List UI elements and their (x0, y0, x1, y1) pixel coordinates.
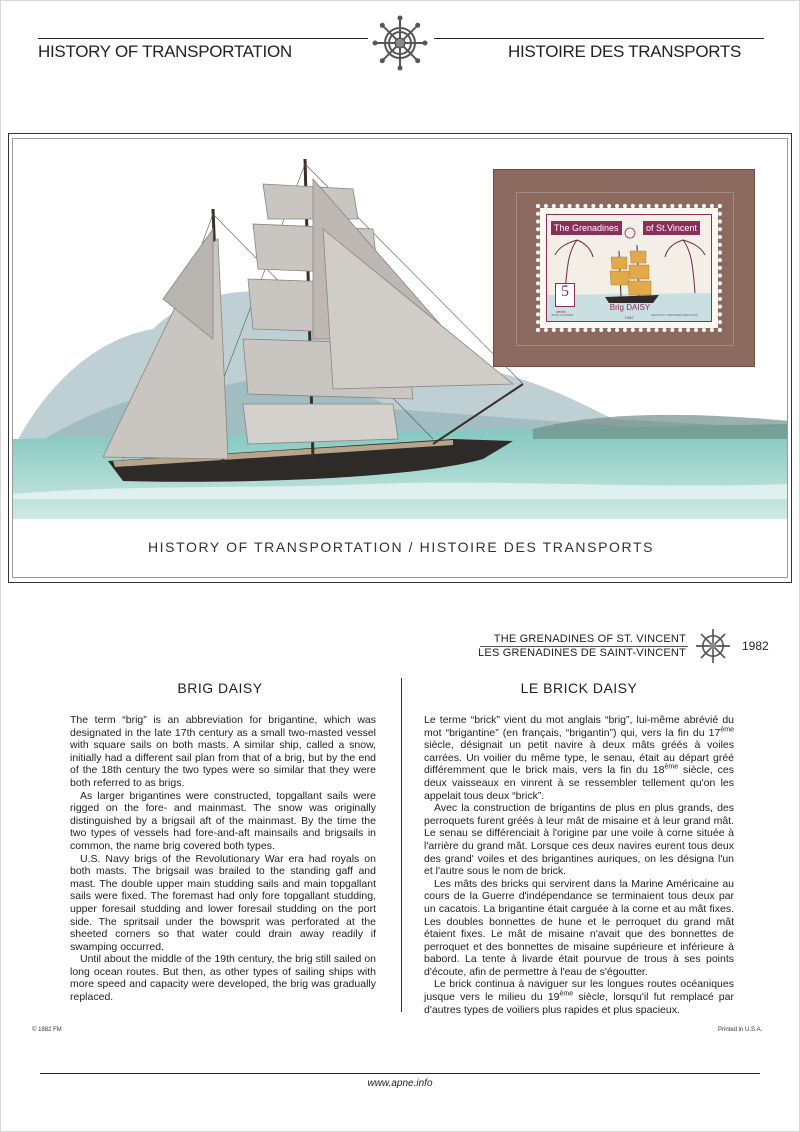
ships-wheel-icon (372, 15, 428, 71)
website-link[interactable]: www.apne.info (367, 1078, 433, 1089)
english-paragraph: U.S. Navy brigs of the Revolutionary War era had royals on both masts. The brigsail was brailed to the standing gaff and mast. The double upper main studding sails and main topgallant sails were fixed. The foremast had only fore topgallant studding, upper foresail studding and lower foresail studding on the port side. The spritsail under the bowsprit was perforated at the sheeted corners so that water could drain away readily if swamping occurred. (70, 852, 376, 953)
french-text (424, 714, 734, 1016)
column-divider (401, 678, 402, 1012)
english-paragraph: Until about the middle of the 19th century, the brig still sailed on long ocean routes. But then, as other types of sailing ships with more speed and capacity were developed, the brig was gradually replaced. (70, 953, 376, 1004)
copyright: © 1982 FM (32, 1027, 62, 1033)
stamp-year: 1982 (624, 315, 634, 320)
header-rule-right (434, 38, 764, 39)
issuer-block (460, 632, 686, 660)
header-title-french: HISTOIRE DES TRANSPORTS (508, 42, 742, 61)
french-title: LE BRICK DAISY (520, 680, 638, 696)
issuer-french: LES GRENADINES DE SAINT-VINCENT (478, 647, 686, 659)
english-text (70, 714, 376, 1004)
stamp-printer-credit: SECURITY PRINTERS MALAYSIA (651, 313, 698, 317)
issue-year: 1982 (742, 639, 769, 653)
illustration-panel (12, 138, 788, 578)
stamp-mount (493, 169, 755, 367)
english-paragraph: As larger brigantines were constructed, topgallant sails were rigged on the fore- and mainmast. The snow was originally distinguished by a brigsail aft of the mainmast. By the time the two types of vessels had fore-and-aft mainsails and brigsails in common, the name brig covered both types. (70, 789, 376, 852)
french-paragraph: Avec la construction de brigantins de plus en plus grands, des perroquets furent gréés à leur mât de misaine et à leur grand mât. Le senau se différenciait à l'origine par une voile à corne située à l'arrière du grand mât. Lorsque ces deux navires eurent tous deux des grand' voiles et des brigantines auriques, on les désigna l'un et l'autre sous le nom de brick. (424, 802, 734, 878)
stamp-country-right: of St.Vincent (643, 221, 700, 235)
french-paragraph: Le terme “brick” vient du mot anglais “brig”, lui-même abrévié du mot “brigantine” (en français, “brigantin”) qui, vers la fin du 17ème siècle, désignait un petit navire à deux mâts gréés à voiles carrées. Un voilier du même type, le senau, était au départ gréé différemment que le brick mais, vers la fin du 18ème siècle, ces deux vaisseaux en vinrent à se ressembler tellement qu'on les appelait tous deux “brick”. (424, 714, 735, 802)
stamp-value: 5 (555, 283, 575, 307)
stamp-designer-credit: JOHN COOPER (551, 313, 574, 317)
stamp-value-unit: cents (556, 309, 566, 314)
french-paragraph: Le brick continua à naviguer sur les longues routes océaniques jusque vers le milieu du 19ème siècle, lorsqu'il fut remplacé par d'autres types de voiliers plus rapides et plus spacieux. (424, 978, 734, 1016)
footer-rule (40, 1073, 760, 1074)
panel-caption: HISTORY OF TRANSPORTATION / HISTOIRE DES TRANSPORTS (147, 539, 655, 555)
stamp-ship-name: Brig DAISY (609, 303, 651, 312)
header-title-english: HISTORY OF TRANSPORTATION (38, 42, 292, 61)
header-rule-left (38, 38, 368, 39)
stamp-design (546, 214, 712, 322)
issuer-english: THE GRENADINES OF ST. VINCENT (493, 633, 686, 645)
english-title: BRIG DAISY (177, 680, 263, 696)
stamp-country-left: The Grenadines (551, 221, 622, 235)
french-paragraph: Les mâts des bricks qui servirent dans la Marine Américaine au cours de la Guerre d'indépendance se terminaient tous deux par un cacatois. La brigantine était carguée à la corne et au mât fixes. Les doubles bonnettes de hune et le perroquet du grand mât étaient fixes. Le mât de misaine n'avait que des bonnettes de perroquet et des bonnettes de misaine supérieure et inférieure à babord. La tente à livarde était pourvue de trous à ses points d'écoute, afin de permettre à l'eau de s'égoutter. (424, 877, 734, 978)
postage-stamp[interactable] (540, 208, 718, 328)
ships-wheel-small-icon (694, 627, 732, 665)
english-paragraph: The term “brig” is an abbreviation for brigantine, which was designated in the late 17th century as a small two-masted vessel with square sails on both masts. A similar ship, called a snow, initially had a different sail plan from that of a brig, but by the end of the 18th century the two types were so similar that they were both referred to as brigs. (70, 714, 376, 789)
printed-in: Printed in U.S.A. (718, 1027, 763, 1033)
